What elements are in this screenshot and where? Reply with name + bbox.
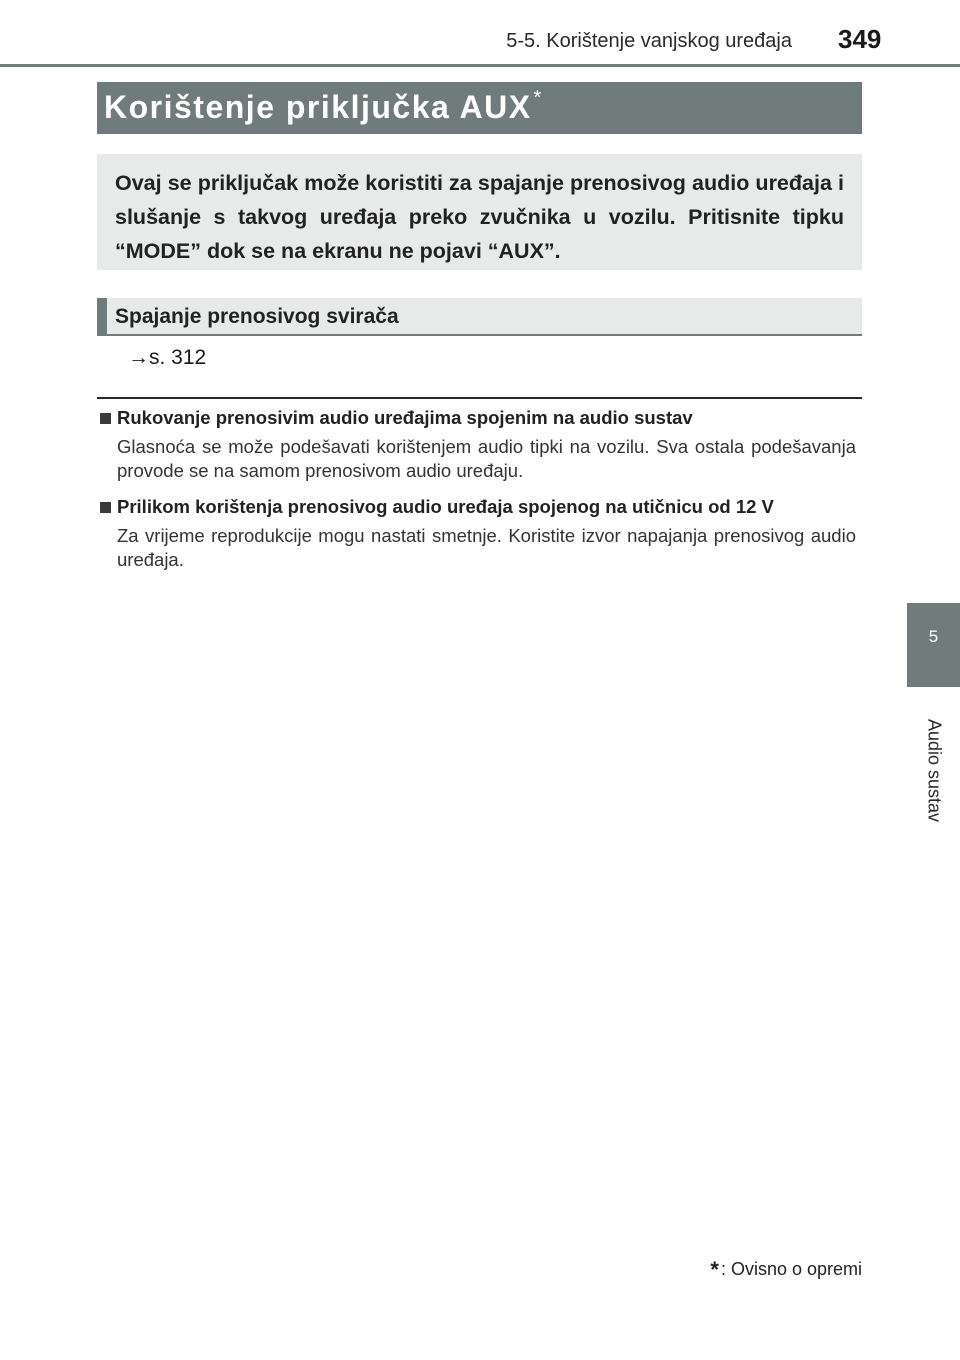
square-bullet-icon [100, 413, 111, 424]
page-reference-link[interactable]: →s. 312 [128, 346, 207, 369]
footnote-text: : Ovisno o opremi [720, 1259, 862, 1279]
section-divider [97, 397, 862, 399]
note-heading: Rukovanje prenosivim audio uređajima spojenim na audio sustav [117, 407, 693, 428]
subsection-accent [97, 298, 107, 334]
note-heading: Prilikom korištenja prenosivog audio uređaja spojenog na utičnicu od 12 V [117, 496, 774, 517]
title-bar [97, 82, 862, 134]
page-number: 349 [838, 24, 882, 54]
title-asterisk: * [533, 87, 543, 109]
footnote-asterisk: * [710, 1257, 719, 1282]
note-item [97, 496, 862, 572]
subsection-title: Spajanje prenosivog svirača [115, 305, 399, 328]
chapter-tab [907, 603, 960, 687]
note-body: Za vrijeme reprodukcije mogu nastati smetnje. Koristite izvor napajanja prenosivog audio uređaja. [117, 525, 856, 570]
page-title-text: Korištenje priključka AUX [104, 89, 532, 125]
footnote [690, 1257, 862, 1283]
note-body: Glasnoća se može podešavati korištenjem audio tipki na vozilu. Sva ostala podešavanja provode se na samom prenosivom audio uređaju. [117, 436, 856, 481]
note-item [97, 407, 862, 483]
chapter-label: Audio sustav [924, 718, 945, 823]
square-bullet-icon [100, 502, 111, 513]
header-section-title: 5-5. Korištenje vanjskog uređaja [506, 30, 792, 52]
page-title [104, 87, 543, 126]
chapter-number: 5 [928, 627, 939, 646]
header-rule [0, 64, 960, 67]
intro-box [97, 154, 862, 270]
subsection-bar [97, 298, 862, 336]
intro-text: Ovaj se priključak može koristiti za spajanje prenosivog audio uređaja i slušanje s takvog uređaja preko zvučnika u vozilu. Pritisnite tipku “MODE” dok se na ekranu ne pojavi “AUX”. [115, 171, 844, 263]
